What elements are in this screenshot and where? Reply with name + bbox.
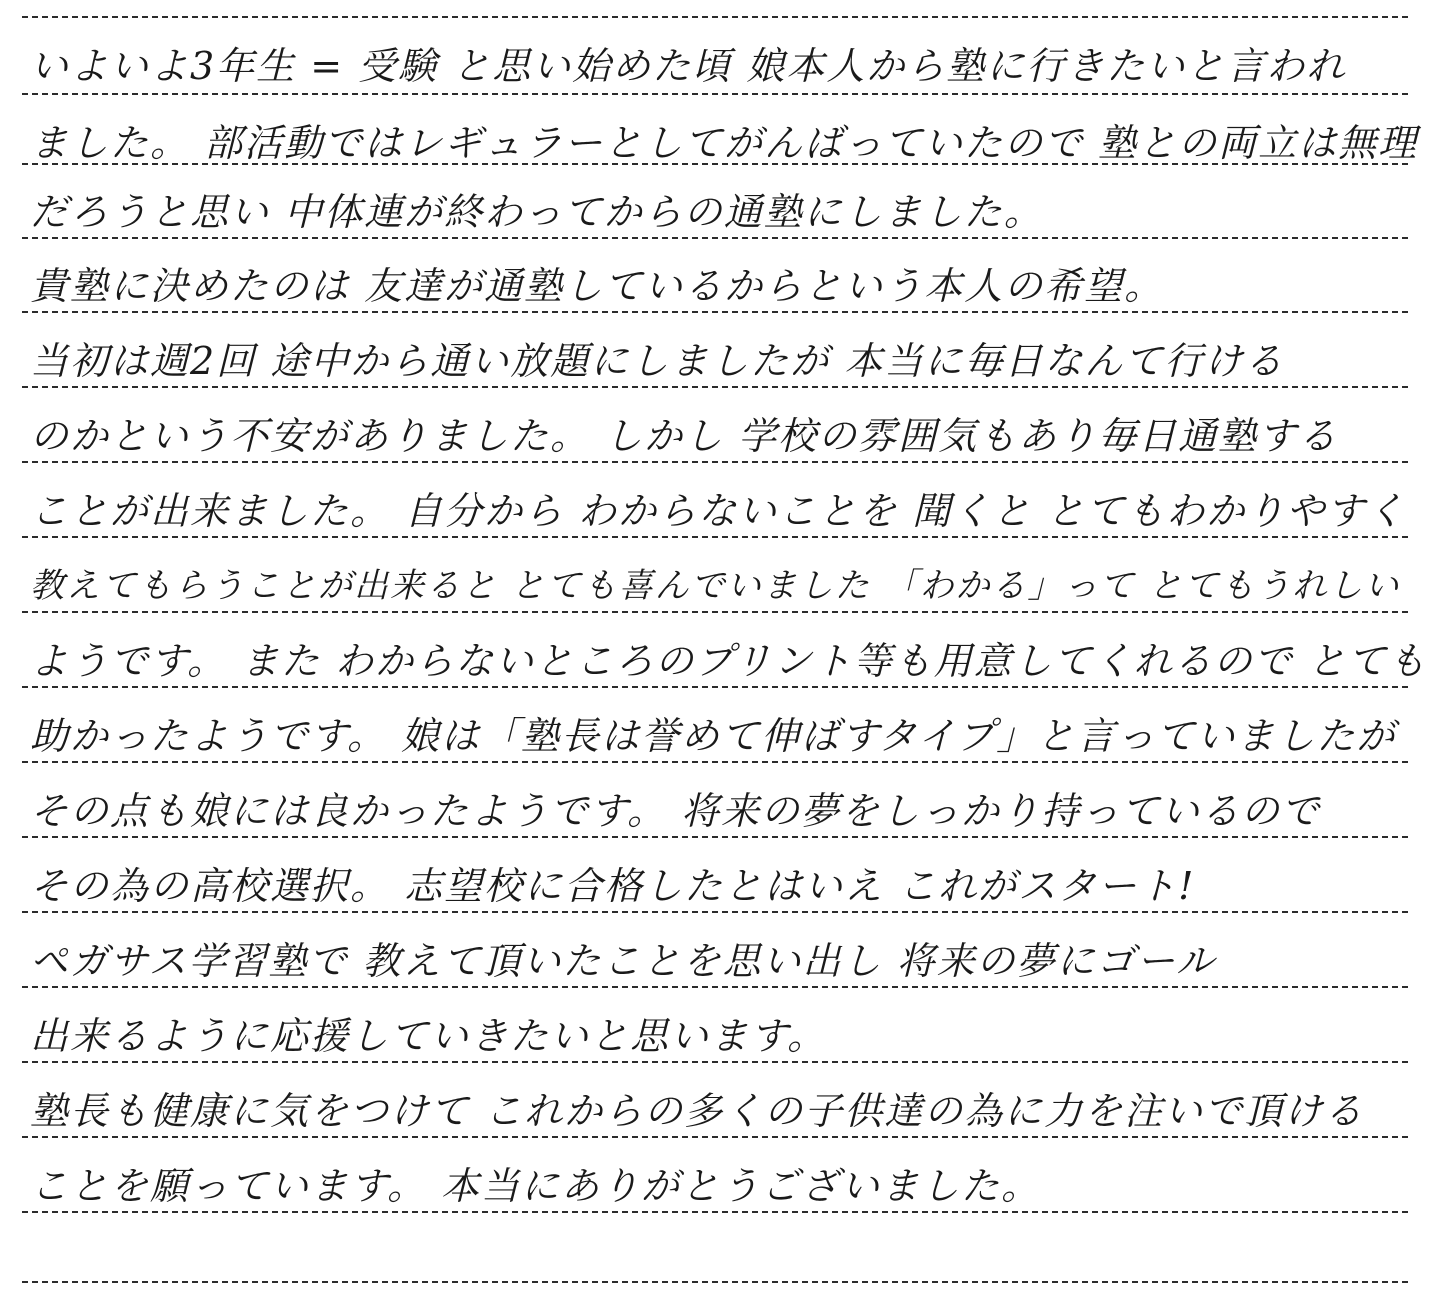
ruled-line xyxy=(22,163,1408,165)
letter-line-11: その点も娘には良かったようです。 将来の夢をしっかり持っているので xyxy=(30,789,1322,833)
letter-line-10: 助かったようです。 娘は「塾長は誉めて伸ばすタイプ」と言っていましたが xyxy=(30,714,1397,758)
letter-line-1: いよいよ3年生 = 受験 と思い始めた頃 娘本人から塾に行きたいと言われ xyxy=(30,44,1347,88)
letter-line-7: ことが出来ました。 自分から わからないことを 聞くと とてもわかりやすく xyxy=(30,489,1407,533)
ruled-line xyxy=(22,761,1408,763)
ruled-line xyxy=(22,986,1408,988)
letter-line-14: 出来るように応援していきたいと思います。 xyxy=(30,1014,827,1058)
ruled-line xyxy=(22,461,1408,463)
letter-line-13: ペガサス学習塾で 教えて頂いたことを思い出し 将来の夢にゴール xyxy=(30,939,1216,983)
letter-line-12: その為の高校選択。 志望校に合格したとはいえ これがスタート! xyxy=(30,864,1196,908)
ruled-line xyxy=(22,1211,1408,1213)
letter-line-8: 教えてもらうことが出来ると とても喜んでいました 「わかる」って とてもうれしい xyxy=(30,566,1401,606)
ruled-line xyxy=(22,16,1408,18)
ruled-line xyxy=(22,686,1408,688)
letter-line-16: ことを願っています。 本当にありがとうございました。 xyxy=(30,1164,1042,1208)
letter-line-9: ようです。 また わからないところのプリント等も用意してくれるので とても xyxy=(30,639,1428,683)
letter-line-15: 塾長も健康に気をつけて これからの多くの子供達の為に力を注いで頂ける xyxy=(30,1089,1365,1133)
letter-line-2: ました。 部活動ではレギュラーとしてがんばっていたので 塾との両立は無理 xyxy=(30,121,1419,165)
ruled-line xyxy=(22,1281,1408,1283)
ruled-line xyxy=(22,836,1408,838)
letter-line-3: だろうと思い 中体連が終わってからの通塾にしました。 xyxy=(30,190,1044,234)
ruled-line xyxy=(22,1136,1408,1138)
letter-line-5: 当初は週2回 途中から通い放題にしましたが 本当に毎日なんて行ける xyxy=(30,339,1285,383)
ruled-line xyxy=(22,536,1408,538)
ruled-line xyxy=(22,611,1408,613)
ruled-line xyxy=(22,237,1408,239)
ruled-line xyxy=(22,93,1408,95)
ruled-line xyxy=(22,911,1408,913)
letter-line-4: 貴塾に決めたのは 友達が通塾しているからという本人の希望。 xyxy=(30,264,1165,308)
ruled-line xyxy=(22,1061,1408,1063)
letter-line-6: のかという不安がありました。 しかし 学校の雰囲気もあり毎日通塾する xyxy=(30,414,1339,458)
ruled-line xyxy=(22,386,1408,388)
ruled-line xyxy=(22,311,1408,313)
